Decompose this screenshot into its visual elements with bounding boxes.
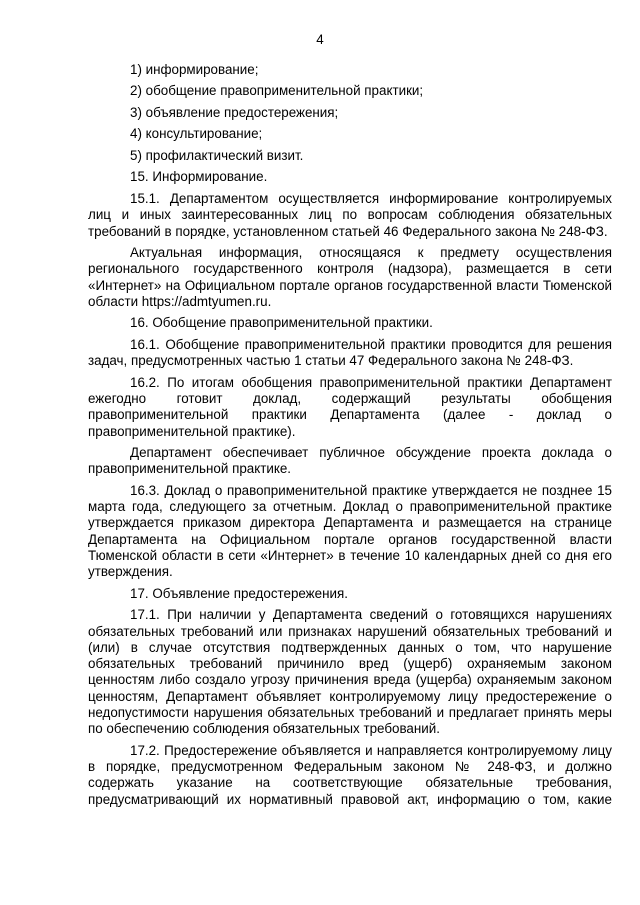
paragraph-16-2-discussion: Департамент обеспечивает публичное обсуждение проекта доклада о правоприменительной практике. bbox=[88, 445, 612, 477]
paragraph-16-1: 16.1. Обобщение правоприменительной практики проводится для решения задач, предусмотренных частью 1 статьи 47 Федерального закона № 248-ФЗ. bbox=[88, 336, 612, 369]
paragraph-17-1: 17.1. При наличии у Департамента сведений о готовящихся нарушениях обязательных требований или признаках нарушений обязательных требований и (или) в случае отсутствия подтвержденных данных о том, что нарушение обязательных требований причинило вред (ущерб) охраняемым законом ценностям либо создало угрозу причинения вреда (ущерба) охраняемым законом ценностям, Департамент объявляет контролируемому лицу предостережение о недопустимости нарушения обязательных требований и предлагает принять меры по обеспечению соблюдения обязательных требований. bbox=[88, 607, 612, 737]
list-item: 5) профилактический визит. bbox=[130, 147, 304, 163]
paragraph-16-2: 16.2. По итогам обобщения правоприменительной практики Департамент ежегодно готовит доклад, содержащий результаты обобщения правоприменительной практики Департамента (далее - доклад о правоприменительной практике). bbox=[88, 374, 612, 439]
paragraph-16-3: 16.3. Доклад о правоприменительной практике утверждается не позднее 15 марта года, следующего за отчетным. Доклад о правоприменительной практике утверждается приказом директора Департамента и размещается на странице Департамента на Официальном портале органов государственной власти Тюменской области в сети «Интернет» в течение 10 календарных дней со дня его утверждения. bbox=[88, 482, 612, 580]
list-item: 1) информирование; bbox=[130, 62, 259, 77]
paragraph-17-2: 17.2. Предостережение объявляется и направляется контролируемому лицу в порядке, предусмотренном Федеральным законом № 248-ФЗ, и должно содержать указание на соответствующие обязательные требования, предусматривающий их нормативный правовой акт, информацию о том, какие bbox=[88, 742, 612, 807]
list-item: 3) объявление предостережения; bbox=[130, 104, 339, 120]
document-body bbox=[88, 62, 612, 813]
section-heading-17: 17. Объявление предостережения. bbox=[130, 585, 348, 601]
section-heading-15: 15. Информирование. bbox=[130, 169, 268, 185]
section-heading-16: 16. Обобщение правоприменительной практики. bbox=[130, 315, 433, 331]
paragraph-15-info: Актуальная информация, относящаяся к предмету осуществления регионального государственного контроля (надзора), размещается в сети «Интернет» на Официальном портале органов государственной власти Тюменской области https://admtyumen.ru. bbox=[88, 244, 612, 309]
page-number: 4 bbox=[316, 32, 324, 47]
list-item: 4) консультирование; bbox=[130, 126, 263, 142]
paragraph-15-1: 15.1. Департаментом осуществляется информирование контролируемых лиц и иных заинтересованных лиц по вопросам соблюдения обязательных требований в порядке, установленном статьей 46 Федерального закона № 248-ФЗ. bbox=[88, 190, 612, 239]
list-item: 2) обобщение правоприменительной практики; bbox=[130, 83, 424, 99]
